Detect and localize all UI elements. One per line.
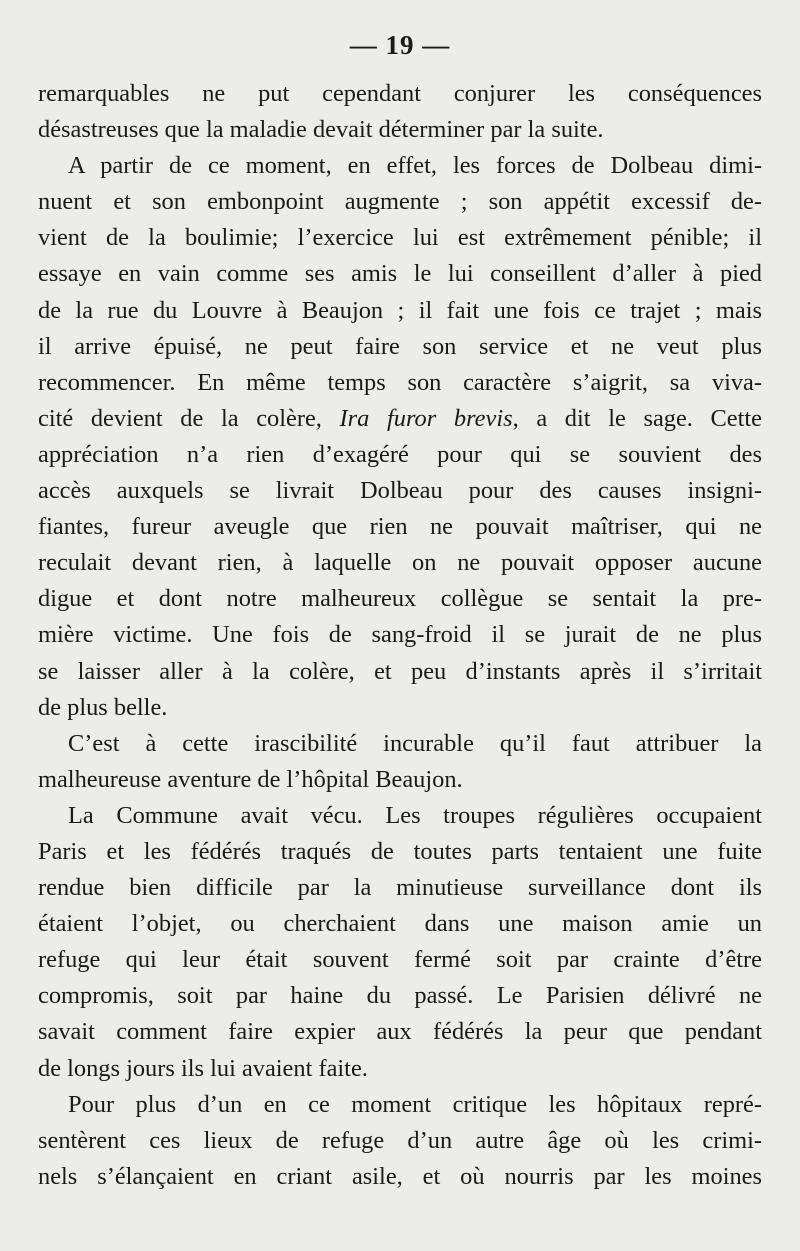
- text-line: Pour plus d’un en ce moment critique les hôpitaux repré-: [68, 1090, 762, 1118]
- text-line: mière victime. Une fois de sang-froid il se jurait de ne plus: [38, 621, 762, 649]
- text-line: Paris et les fédérés traqués de toutes parts tentaient une fuite: [38, 837, 762, 865]
- paragraph-3: [38, 726, 762, 798]
- text-line: recommencer. En même temps son caractère s’aigrit, sa viva-: [38, 368, 762, 396]
- text-line: il arrive épuisé, ne peut faire son service et ne veut plus: [38, 332, 762, 360]
- text-line: de la rue du Louvre à Beaujon ; il fait une fois ce trajet ; mais: [38, 296, 762, 324]
- text-line: La Commune avait vécu. Les troupes régulières occupaient: [68, 801, 762, 829]
- text-line: rendue bien difficile par la minutieuse surveillance dont ils: [38, 874, 762, 902]
- text-line: appréciation n’a rien d’exagéré pour qui se souvient des: [38, 440, 762, 468]
- latin-quote: Ira furor brevis: [339, 404, 513, 432]
- text-line: nels s’élançaient en criant asile, et où nourris par les moines: [38, 1162, 762, 1190]
- text-line: digue et dont notre malheureux collègue se sentait la pre-: [38, 585, 762, 613]
- text-line: vient de la boulimie; l’exercice lui est extrêmement pénible; il: [38, 224, 762, 252]
- body-text: [38, 76, 762, 1195]
- text-line: C’est à cette irascibilité incurable qu’il faut attribuer la: [68, 729, 762, 757]
- text-line: refuge qui leur était souvent fermé soit par crainte d’être: [38, 946, 762, 974]
- text-line: savait comment faire expier aux fédérés la peur que pendant: [38, 1018, 762, 1046]
- text-line: essaye en vain comme ses amis le lui conseillent d’aller à pied: [38, 260, 762, 288]
- paragraph-4: [38, 798, 762, 1087]
- text-line: A partir de ce moment, en effet, les forces de Dolbeau dimi-: [68, 152, 762, 180]
- paragraph-1: [38, 76, 762, 148]
- text-line: accès auxquels se livrait Dolbeau pour des causes insigni-: [38, 477, 762, 505]
- text-line-with-italic: [38, 401, 762, 437]
- text-line: malheureuse aventure de l’hôpital Beaujon.: [38, 765, 463, 793]
- text-line: fiantes, fureur aveugle que rien ne pouvait maîtriser, qui ne: [38, 513, 762, 541]
- text-line: sentèrent ces lieux de refuge d’un autre âge où les crimi-: [38, 1126, 762, 1154]
- page-number: — 19 —: [349, 30, 451, 60]
- text-segment: cité devient de la colère,: [38, 404, 340, 432]
- text-line: reculait devant rien, à laquelle on ne pouvait opposer aucune: [38, 549, 762, 577]
- text-line: nuent et son embonpoint augmente ; son appétit excessif de-: [38, 188, 762, 216]
- text-line: de longs jours ils lui avaient faite.: [38, 1054, 368, 1082]
- text-segment: , a dit le sage. Cette: [512, 404, 762, 432]
- paragraph-2: [38, 148, 762, 726]
- text-line: de plus belle.: [38, 693, 168, 721]
- paragraph-5: [38, 1087, 762, 1195]
- text-line: compromis, soit par haine du passé. Le Parisien délivré ne: [38, 982, 762, 1010]
- text-line: se laisser aller à la colère, et peu d’instants après il s’irritait: [38, 657, 762, 685]
- text-line: désastreuses que la maladie devait déterminer par la suite.: [38, 116, 604, 144]
- text-line: remarquables ne put cependant conjurer les conséquences: [38, 80, 762, 107]
- text-line: étaient l’objet, ou cherchaient dans une maison amie un: [38, 910, 762, 938]
